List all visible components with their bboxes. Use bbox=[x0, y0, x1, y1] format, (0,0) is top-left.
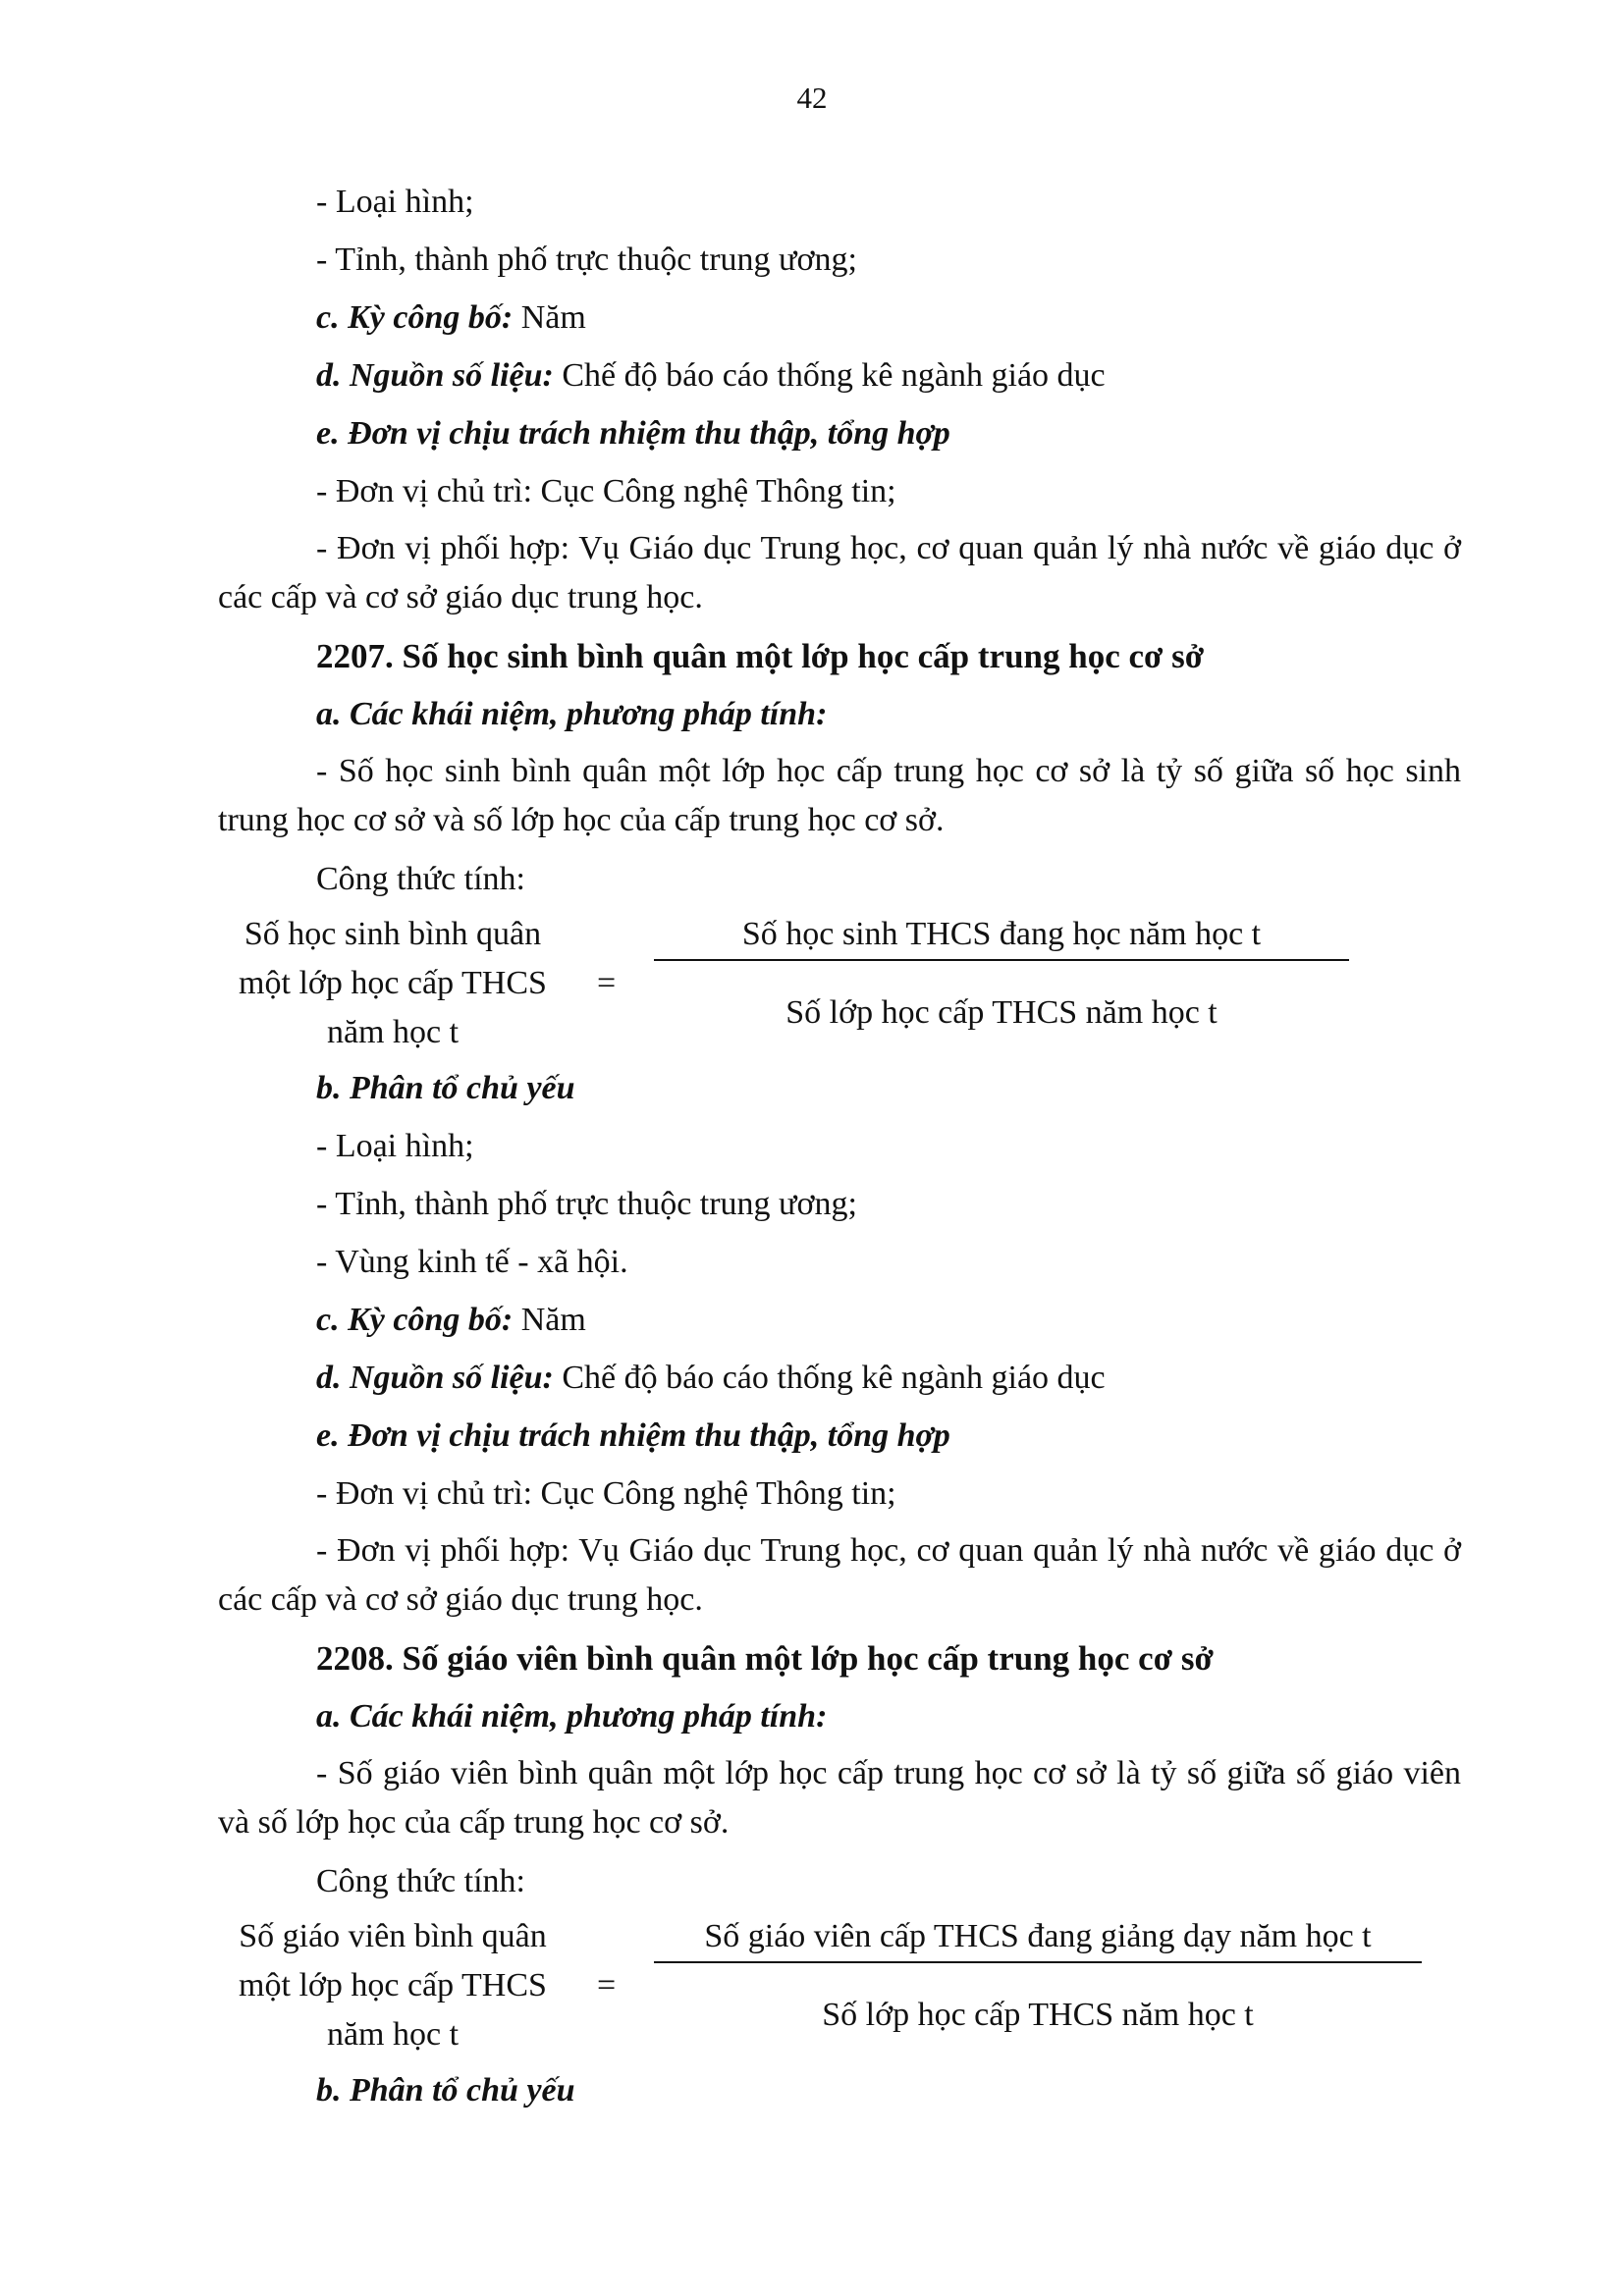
formula-lhs-line: năm học t bbox=[326, 2016, 460, 2053]
data-source bbox=[218, 1349, 1461, 1407]
formula-2207 bbox=[218, 910, 1461, 1059]
cooperating-unit: - Đơn vị phối hợp: Vụ Giáo dục Trung học, cơ quan quản lý nhà nước về giáo dục ở các cấp và cơ sở giáo dục trung học. bbox=[218, 530, 1461, 615]
breakdown-item-type: - Loại hình; bbox=[316, 1128, 474, 1164]
formula-lhs bbox=[196, 910, 589, 1057]
formula-fraction bbox=[654, 1912, 1422, 2040]
formula-2208 bbox=[218, 1912, 1461, 2061]
data-source-value: Chế độ báo cáo thống kê ngành giáo dục bbox=[553, 357, 1106, 394]
data-source-label: d. Nguồn số liệu: bbox=[316, 1360, 554, 1396]
concept-label-2208: a. Các khái niệm, phương pháp tính: bbox=[316, 1698, 828, 1735]
lead-unit: - Đơn vị chủ trì: Cục Công nghệ Thông tin; bbox=[316, 473, 896, 509]
equals-sign: = bbox=[597, 965, 617, 1001]
formula-lhs-line: một lớp học cấp THCS bbox=[239, 965, 547, 1001]
formula-lhs-line: năm học t bbox=[326, 1014, 460, 1050]
breakdown-label-2207: b. Phân tổ chủ yếu bbox=[316, 1070, 575, 1106]
publication-period bbox=[218, 1291, 1461, 1349]
page-number: 42 bbox=[796, 80, 828, 115]
publication-period-label: c. Kỳ công bố: bbox=[316, 1302, 514, 1338]
breakdown-label-2208: b. Phân tổ chủ yếu bbox=[316, 2072, 575, 2109]
breakdown-item-province: - Tỉnh, thành phố trực thuộc trung ương; bbox=[316, 241, 857, 278]
section-heading-2207: 2207. Số học sinh bình quân một lớp học cấp trung học cơ sở bbox=[316, 637, 1205, 675]
data-source bbox=[218, 347, 1461, 404]
formula-numerator: Số giáo viên cấp THCS đang giảng dạy năm học t bbox=[654, 1912, 1422, 1963]
breakdown-item-province: - Tỉnh, thành phố trực thuộc trung ương; bbox=[316, 1186, 857, 1222]
cooperating-unit: - Đơn vị phối hợp: Vụ Giáo dục Trung học, cơ quan quản lý nhà nước về giáo dục ở các cấp và cơ sở giáo dục trung học. bbox=[218, 1532, 1461, 1618]
formula-intro-2207: Công thức tính: bbox=[316, 861, 525, 897]
publication-period-value: Năm bbox=[513, 1302, 586, 1338]
formula-lhs-line: một lớp học cấp THCS bbox=[239, 1967, 547, 2003]
formula-denominator: Số lớp học cấp THCS năm học t bbox=[822, 1997, 1254, 2033]
formula-lhs bbox=[196, 1912, 589, 2059]
document-body bbox=[218, 173, 1461, 2119]
breakdown-item-region: - Vùng kinh tế - xã hội. bbox=[316, 1244, 628, 1280]
publication-period-label: c. Kỳ công bố: bbox=[316, 299, 514, 336]
data-source-label: d. Nguồn số liệu: bbox=[316, 357, 554, 394]
definition-2207: - Số học sinh bình quân một lớp học cấp trung học cơ sở là tỷ số giữa số học sinh trung học cơ sở và số lớp học của cấp trung học cơ sở. bbox=[218, 753, 1461, 838]
formula-denominator: Số lớp học cấp THCS năm học t bbox=[785, 994, 1218, 1031]
formula-lhs-line: Số giáo viên bình quân bbox=[239, 1918, 547, 1954]
section-heading-2208: 2208. Số giáo viên bình quân một lớp học cấp trung học cơ sở bbox=[316, 1639, 1214, 1678]
formula-fraction bbox=[654, 910, 1349, 1038]
data-source-value: Chế độ báo cáo thống kê ngành giáo dục bbox=[553, 1360, 1106, 1396]
concept-label-2207: a. Các khái niệm, phương pháp tính: bbox=[316, 696, 828, 732]
equals-sign: = bbox=[597, 1967, 617, 2003]
breakdown-item-type: - Loại hình; bbox=[316, 184, 474, 220]
lead-unit: - Đơn vị chủ trì: Cục Công nghệ Thông tin; bbox=[316, 1475, 896, 1512]
responsible-unit-label: e. Đơn vị chịu trách nhiệm thu thập, tổng hợp bbox=[316, 1417, 950, 1454]
publication-period bbox=[218, 289, 1461, 347]
formula-lhs-line: Số học sinh bình quân bbox=[244, 916, 542, 952]
responsible-unit-label: e. Đơn vị chịu trách nhiệm thu thập, tổng hợp bbox=[316, 415, 950, 452]
formula-intro-2208: Công thức tính: bbox=[316, 1863, 525, 1899]
publication-period-value: Năm bbox=[513, 299, 586, 336]
formula-numerator: Số học sinh THCS đang học năm học t bbox=[654, 910, 1349, 961]
definition-2208: - Số giáo viên bình quân một lớp học cấp trung học cơ sở là tỷ số giữa số giáo viên và số lớp học của cấp trung học cơ sở. bbox=[218, 1755, 1461, 1841]
